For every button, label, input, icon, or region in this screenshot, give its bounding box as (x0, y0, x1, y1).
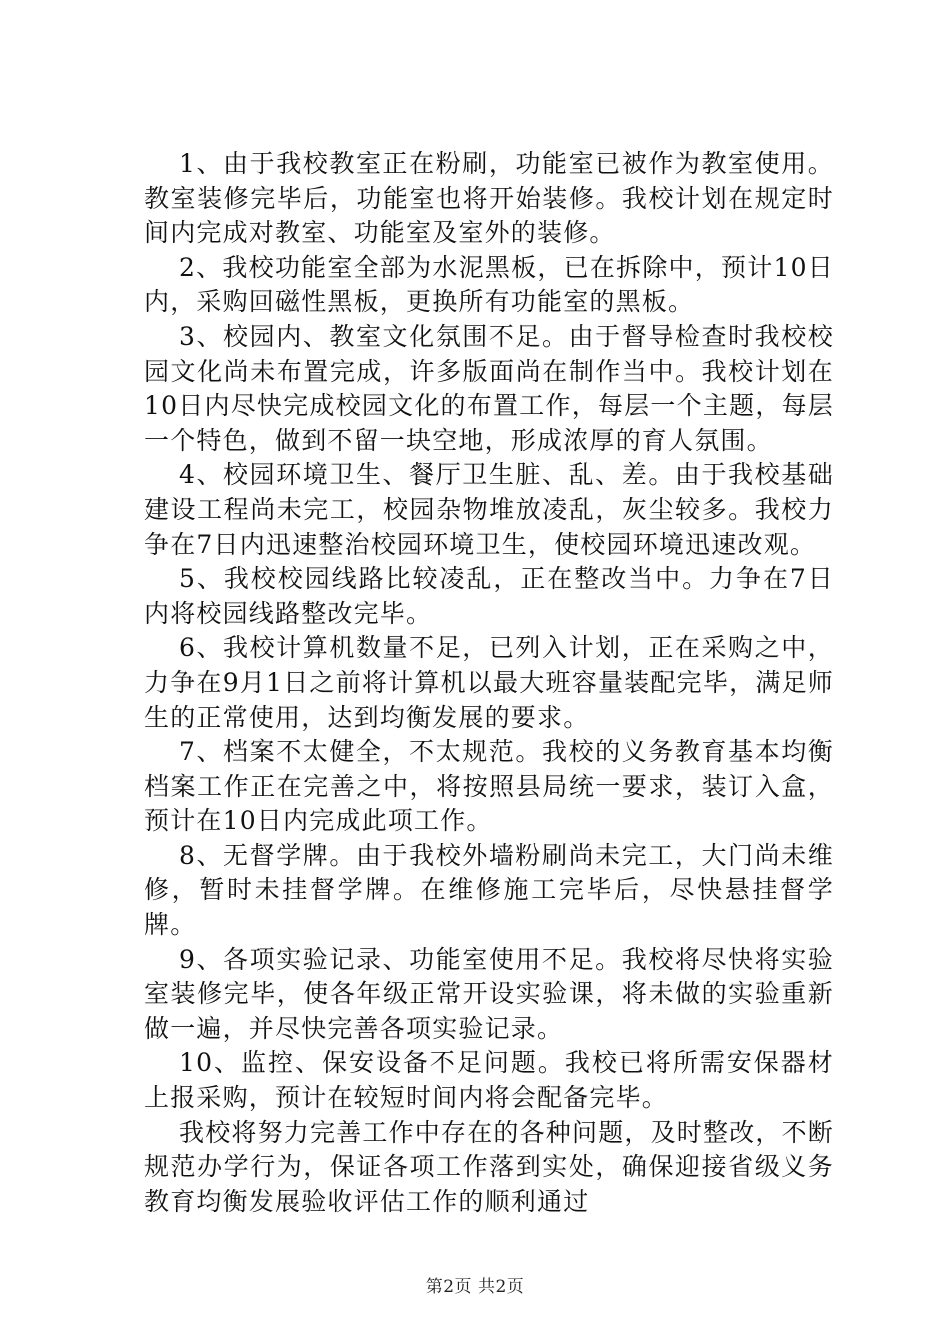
paragraph-item-9: 9、各项实验记录、功能室使用不足。我校将尽快将实验室装修完毕，使各年级正常开设实验课，将未做的实验重新做一遍，并尽快完善各项实验记录。 (144, 944, 834, 1043)
page-footer: 第2页 共2页 (425, 1277, 525, 1297)
document-body (144, 147, 834, 1219)
paragraph-item-7: 7、档案不太健全，不太规范。我校的义务教育基本均衡档案工作正在完善之中，将按照县局统一要求，装订入盒，预计在10日内完成此项工作。 (144, 737, 834, 836)
paragraph-item-10: 10、监控、保安设备不足问题。我校已将所需安保器材上报采购，预计在较短时间内将会配备完毕。 (144, 1048, 834, 1113)
paragraph-item-3: 3、校园内、教室文化氛围不足。由于督导检查时我校校园文化尚未布置完成，许多版面尚在制作当中。我校计划在10日内尽快完成校园文化的布置工作，每层一个主题，每层一个特色，做到不留一块空地，形成浓厚的育人氛围。 (144, 321, 834, 455)
paragraph-item-5: 5、我校校园线路比较凌乱，正在整改当中。力争在7日内将校园线路整改完毕。 (144, 564, 834, 628)
paragraph-item-4: 4、校园环境卫生、餐厅卫生脏、乱、差。由于我校基础建设工程尚未完工，校园杂物堆放凌乱，灰尘较多。我校力争在7日内迅速整治校园环境卫生，使校园环境迅速改观。 (144, 460, 834, 559)
paragraph-item-6: 6、我校计算机数量不足，已列入计划，正在采购之中，力争在9月1日之前将计算机以最大班容量装配完毕，满足师生的正常使用，达到均衡发展的要求。 (144, 633, 834, 732)
paragraph-item-2: 2、我校功能室全部为水泥黑板，已在拆除中，预计10日内，采购回磁性黑板，更换所有功能室的黑板。 (144, 252, 834, 317)
paragraph-item-1: 1、由于我校教室正在粉刷，功能室已被作为教室使用。教室装修完毕后，功能室也将开始装修。我校计划在规定时间内完成对教室、功能室及室外的装修。 (144, 149, 834, 248)
paragraph-item-8: 8、无督学牌。由于我校外墙粉刷尚未完工，大门尚未维修，暂时未挂督学牌。在维修施工完毕后，尽快悬挂督学牌。 (144, 840, 834, 940)
paragraph-conclusion: 我校将努力完善工作中存在的各种问题，及时整改，不断规范办学行为，保证各项工作落到实处，确保迎接省级义务教育均衡发展验收评估工作的顺利通过 (144, 1117, 835, 1216)
